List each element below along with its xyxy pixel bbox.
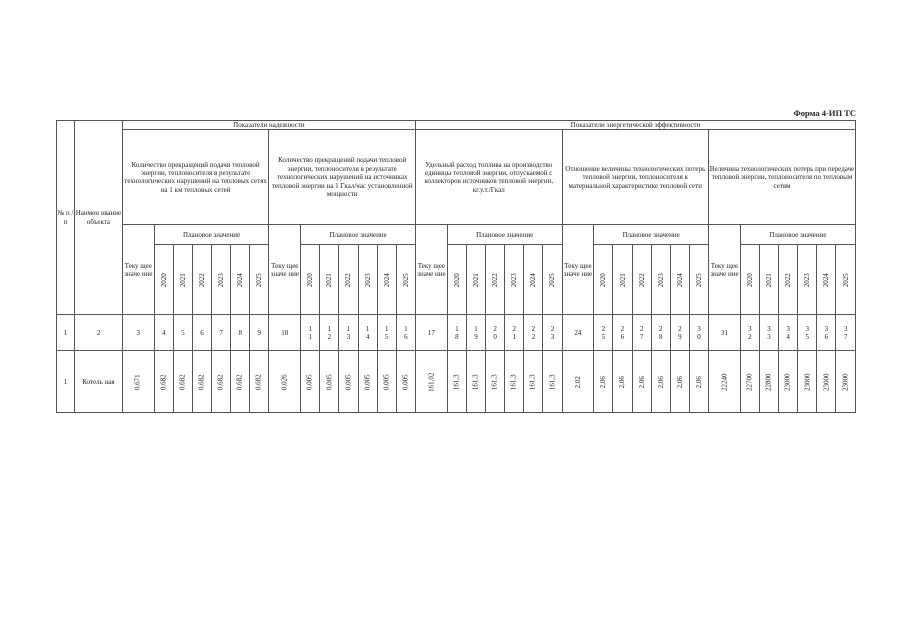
column-number — [466, 315, 485, 351]
planned-value-text: 2,06 — [694, 375, 703, 389]
year-header — [173, 245, 192, 315]
planned-value — [594, 351, 613, 413]
column-number — [613, 315, 632, 351]
planned-value-text: 22800 — [764, 373, 773, 391]
column-number — [779, 315, 798, 351]
column-number: 3 — [122, 315, 154, 351]
planned-value — [836, 351, 856, 413]
column-number — [798, 315, 817, 351]
year-header — [670, 245, 689, 315]
planned-value — [798, 351, 817, 413]
planned-value — [670, 351, 689, 413]
year-header-text: 2022 — [197, 272, 206, 287]
column-number — [301, 315, 320, 351]
column-number: 17 — [415, 315, 447, 351]
digit: 6 — [824, 332, 829, 341]
year-header-text: 2020 — [745, 272, 754, 287]
year-header — [817, 245, 836, 315]
planned-value-header-2: Плановое значение — [301, 225, 416, 245]
year-header-text: 2025 — [255, 272, 264, 287]
planned-value — [377, 351, 396, 413]
current-value-header-5: Теку щее значе ние — [709, 225, 741, 315]
year-header — [377, 245, 396, 315]
planned-value — [212, 351, 231, 413]
digit: 2 — [531, 324, 536, 333]
year-header — [231, 245, 250, 315]
current-value-text: 161,02 — [427, 372, 436, 392]
current-value — [562, 351, 594, 413]
year-header — [689, 245, 708, 315]
digit: 3 — [748, 324, 752, 333]
planned-value-text: 23000 — [783, 373, 792, 391]
column-number — [377, 315, 396, 351]
digit: 8 — [658, 332, 663, 341]
year-header-text: 2023 — [803, 272, 812, 287]
indicators-table — [56, 120, 856, 413]
planned-value — [154, 351, 173, 413]
planned-value — [320, 351, 339, 413]
digit: 1 — [404, 324, 408, 333]
year-header-text: 2024 — [675, 272, 684, 287]
year-header-text: 2020 — [599, 272, 608, 287]
year-header-text: 2024 — [382, 272, 391, 287]
planned-value-header-1: Плановое значение — [154, 225, 269, 245]
digit: 5 — [384, 332, 389, 341]
digit: 0 — [697, 332, 701, 341]
digit: 6 — [620, 332, 625, 341]
current-value — [269, 351, 301, 413]
column-number — [486, 315, 505, 351]
current-value-header-2: Теку щее значе ние — [269, 225, 301, 315]
current-value-text: 0,671 — [134, 374, 143, 390]
num-header: № п / п — [57, 121, 75, 315]
year-header — [524, 245, 543, 315]
column-number — [543, 315, 562, 351]
digit: 7 — [639, 332, 644, 341]
planned-value — [613, 351, 632, 413]
year-header-text: 2021 — [178, 272, 187, 287]
digit: 3 — [843, 324, 848, 333]
year-header-text: 2022 — [783, 272, 792, 287]
planned-value-text: 0,682 — [235, 374, 244, 390]
digit: 2 — [748, 332, 752, 341]
column-number: 2 — [75, 315, 123, 351]
year-header — [192, 245, 211, 315]
year-header-text: 2023 — [510, 272, 519, 287]
planned-value — [817, 351, 836, 413]
year-header-text: 2021 — [764, 272, 773, 287]
digit: 1 — [327, 324, 332, 333]
planned-value — [192, 351, 211, 413]
digit: 3 — [346, 332, 351, 341]
year-header — [358, 245, 377, 315]
year-header-text: 2020 — [306, 272, 315, 287]
planned-value — [505, 351, 524, 413]
year-header-text: 2025 — [694, 272, 703, 287]
planned-value-text: 23000 — [822, 373, 831, 391]
planned-value-text: 2,06 — [637, 375, 646, 389]
year-header-text: 2021 — [325, 272, 334, 287]
digit: 2 — [601, 324, 606, 333]
planned-value — [358, 351, 377, 413]
year-header — [250, 245, 269, 315]
planned-value-text: 23000 — [803, 373, 812, 391]
column-number — [505, 315, 524, 351]
digit: 2 — [493, 324, 497, 333]
year-header — [505, 245, 524, 315]
planned-value-text: 0,682 — [216, 374, 225, 390]
planned-value — [651, 351, 670, 413]
planned-value — [231, 351, 250, 413]
planned-value-text: 22700 — [745, 373, 754, 391]
planned-value — [486, 351, 505, 413]
column-number — [447, 315, 466, 351]
digit: 1 — [308, 324, 313, 333]
year-header — [154, 245, 173, 315]
planned-value-text: 0,005 — [306, 374, 315, 390]
year-header — [759, 245, 778, 315]
digit: 3 — [767, 324, 771, 333]
year-header — [613, 245, 632, 315]
current-value-text: 0,026 — [280, 374, 289, 390]
year-header — [779, 245, 798, 315]
year-header-text: 2023 — [216, 272, 225, 287]
planned-value-text: 0,005 — [325, 374, 334, 390]
year-header — [632, 245, 651, 315]
reliability-section-title: Показатели надежности — [122, 121, 415, 130]
digit: 2 — [327, 332, 332, 341]
planned-value-text: 161,3 — [548, 374, 557, 390]
planned-value — [396, 351, 415, 413]
planned-value — [466, 351, 485, 413]
digit: 9 — [474, 332, 478, 341]
digit: 7 — [843, 332, 848, 341]
year-header — [486, 245, 505, 315]
column-number — [594, 315, 613, 351]
planned-value-text: 0,005 — [401, 374, 410, 390]
digit: 3 — [805, 324, 809, 333]
digit: 3 — [767, 332, 771, 341]
planned-value-text: 2,06 — [656, 375, 665, 389]
current-value — [415, 351, 447, 413]
year-header-text: 2024 — [529, 272, 538, 287]
year-header-text: 2020 — [452, 272, 461, 287]
planned-value — [173, 351, 192, 413]
planned-value-text: 0,005 — [344, 374, 353, 390]
planned-value-text: 161,3 — [490, 374, 499, 390]
year-header-text: 2025 — [401, 272, 410, 287]
year-header — [339, 245, 358, 315]
year-header — [594, 245, 613, 315]
digit: 4 — [365, 332, 370, 341]
column-number: 9 — [250, 315, 269, 351]
indicator-description-5: Величина технологических потерь при передаче тепловой энергии, теплоносителя по тепловым сетям — [709, 130, 856, 225]
year-header-text: 2021 — [618, 272, 627, 287]
year-header-text: 2024 — [235, 272, 244, 287]
digit: 1 — [455, 324, 459, 333]
digit: 1 — [474, 324, 478, 333]
indicator-description-4: Отношение величины технологических потерь тепловой энергии, теплоносителя к материальной характеристике тепловой сети — [562, 130, 709, 225]
planned-value-text: 0,005 — [363, 374, 372, 390]
digit: 2 — [678, 324, 682, 333]
planned-value-text: 2,06 — [618, 375, 627, 389]
digit: 2 — [512, 324, 516, 333]
planned-value — [301, 351, 320, 413]
planned-value-text: 2,06 — [675, 375, 684, 389]
digit: 1 — [308, 332, 313, 341]
digit: 3 — [824, 324, 829, 333]
planned-value — [250, 351, 269, 413]
column-number — [670, 315, 689, 351]
digit: 2 — [658, 324, 663, 333]
digit: 1 — [512, 332, 516, 341]
row-number: 1 — [57, 351, 75, 413]
year-header-text: 2022 — [637, 272, 646, 287]
column-number: 4 — [154, 315, 173, 351]
column-number — [740, 315, 759, 351]
year-header-text: 2021 — [471, 272, 480, 287]
digit: 6 — [404, 332, 408, 341]
column-number — [651, 315, 670, 351]
column-number — [396, 315, 415, 351]
planned-value-header-5: Плановое значение — [740, 225, 855, 245]
indicator-description-3: Удельный расход топлива на производство единицы тепловой энергии, отпускаемой с коллекторов источников тепловой энергии, кг.у.т./Гкал — [415, 130, 562, 225]
planned-value — [689, 351, 708, 413]
year-header-text: 2023 — [656, 272, 665, 287]
planned-value-text: 0,682 — [159, 374, 168, 390]
year-header — [740, 245, 759, 315]
efficiency-section-title: Показатели энергетической эффективности — [415, 121, 855, 130]
column-number: 8 — [231, 315, 250, 351]
planned-value — [524, 351, 543, 413]
year-header — [543, 245, 562, 315]
planned-value-text: 0,005 — [382, 374, 391, 390]
current-value-header-4: Теку щее значе ние — [562, 225, 594, 315]
digit: 5 — [805, 332, 809, 341]
planned-value — [779, 351, 798, 413]
year-header-text: 2022 — [490, 272, 499, 287]
column-number — [689, 315, 708, 351]
digit: 4 — [786, 332, 790, 341]
current-value-text: 2,02 — [573, 375, 582, 389]
planned-value-text: 0,682 — [178, 374, 187, 390]
column-number: 5 — [173, 315, 192, 351]
year-header — [212, 245, 231, 315]
year-header-text: 2024 — [822, 272, 831, 287]
digit: 3 — [550, 332, 555, 341]
object-name: Котель ная — [75, 351, 123, 413]
digit: 5 — [601, 332, 606, 341]
planned-value — [339, 351, 358, 413]
column-number: 24 — [562, 315, 594, 351]
planned-value-text: 161,3 — [510, 374, 519, 390]
column-number — [632, 315, 651, 351]
digit: 3 — [786, 324, 790, 333]
planned-value-header-4: Плановое значение — [594, 225, 709, 245]
planned-value-text: 161,3 — [452, 374, 461, 390]
indicator-description-1: Количество прекращений подачи тепловой энергии, теплоносителя в результате технологических нарушений на тепловых сетях на 1 км тепловых сетей — [122, 130, 269, 225]
year-header — [447, 245, 466, 315]
digit: 9 — [678, 332, 682, 341]
year-header-text: 2025 — [841, 272, 850, 287]
planned-value-text: 0,682 — [255, 374, 264, 390]
year-header — [798, 245, 817, 315]
year-header — [396, 245, 415, 315]
column-number — [836, 315, 856, 351]
digit: 2 — [550, 324, 555, 333]
column-number: 10 — [269, 315, 301, 351]
digit: 2 — [639, 324, 644, 333]
digit: 2 — [620, 324, 625, 333]
year-header-text: 2025 — [548, 272, 557, 287]
digit: 1 — [365, 324, 370, 333]
year-header-text: 2023 — [363, 272, 372, 287]
current-value — [709, 351, 741, 413]
planned-value-header-3: Плановое значение — [447, 225, 562, 245]
year-header-text: 2022 — [344, 272, 353, 287]
planned-value — [632, 351, 651, 413]
year-header — [836, 245, 856, 315]
name-header: Наимен ование объекта — [75, 121, 123, 315]
current-value-header-1: Теку щее значе ние — [122, 225, 154, 315]
column-number — [320, 315, 339, 351]
form-label: Форма 4-ИП ТС — [793, 108, 856, 118]
column-number: 6 — [192, 315, 211, 351]
planned-value — [543, 351, 562, 413]
digit: 1 — [384, 324, 389, 333]
year-header — [651, 245, 670, 315]
digit: 8 — [455, 332, 459, 341]
planned-value-text: 23000 — [841, 373, 850, 391]
year-header — [466, 245, 485, 315]
planned-value-text: 161,3 — [471, 374, 480, 390]
planned-value-text: 0,682 — [197, 374, 206, 390]
column-number — [339, 315, 358, 351]
column-number — [524, 315, 543, 351]
column-number — [759, 315, 778, 351]
digit: 1 — [346, 324, 351, 333]
column-number: 7 — [212, 315, 231, 351]
year-header — [301, 245, 320, 315]
year-header — [320, 245, 339, 315]
column-number — [358, 315, 377, 351]
planned-value-text: 2,06 — [599, 375, 608, 389]
digit: 0 — [493, 332, 497, 341]
planned-value — [447, 351, 466, 413]
column-number: 31 — [709, 315, 741, 351]
current-value — [122, 351, 154, 413]
column-number — [817, 315, 836, 351]
current-value-header-3: Теку щее значе ние — [415, 225, 447, 315]
planned-value — [759, 351, 778, 413]
digit: 2 — [531, 332, 536, 341]
planned-value-text: 161,3 — [529, 374, 538, 390]
digit: 3 — [697, 324, 701, 333]
column-number: 1 — [57, 315, 75, 351]
indicator-description-2: Количество прекращений подачи тепловой энергии, теплоносителя в результате технологических нарушений на источниках тепловой энергии на 1 Гкал/час установленной мощности — [269, 130, 416, 225]
year-header-text: 2020 — [159, 272, 168, 287]
current-value-text: 22240 — [720, 373, 729, 391]
planned-value — [740, 351, 759, 413]
